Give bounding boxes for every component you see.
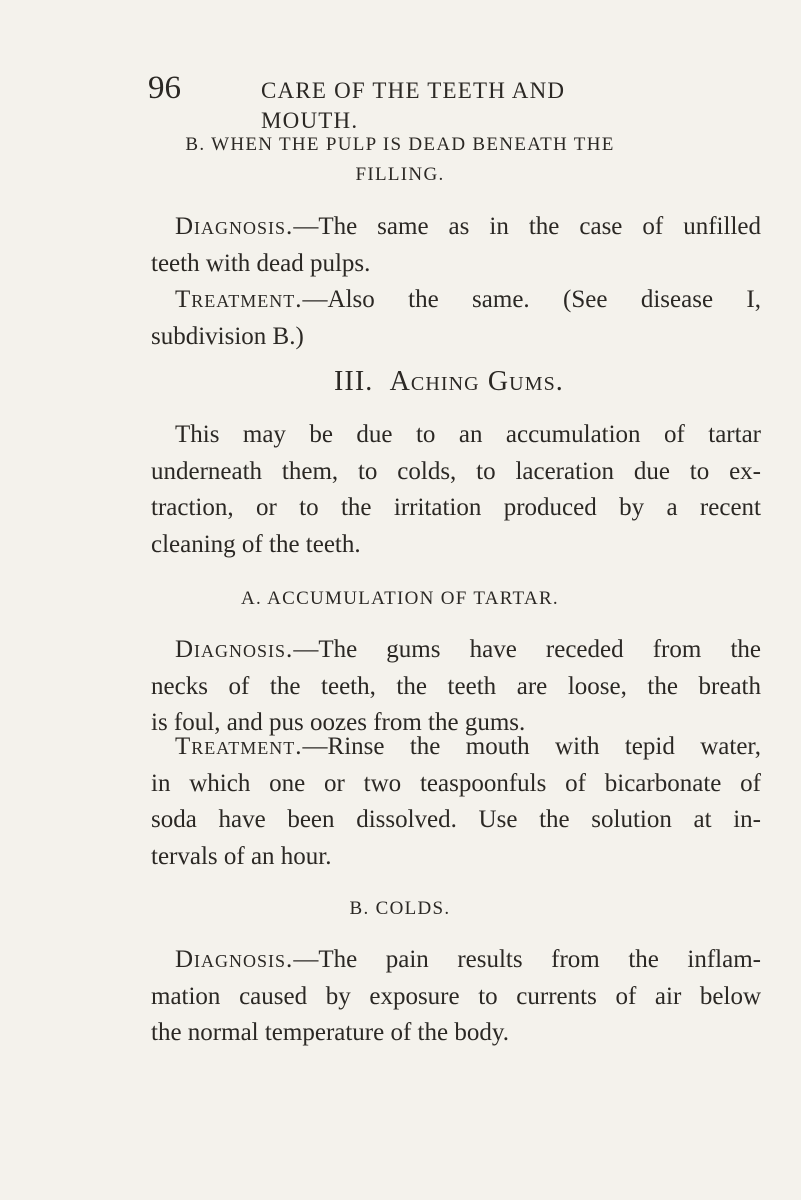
treatment-label: Treatment.: [175, 733, 303, 760]
page-number: 96: [148, 70, 181, 106]
running-head: [148, 68, 668, 133]
diagnosis-paragraph-pulp: [151, 209, 761, 282]
paragraph-text: —The pain results from the inflam-: [293, 946, 761, 973]
section-heading-line: B. COLDS.: [349, 898, 451, 919]
paragraph-line: [151, 942, 761, 979]
section-heading-pulp-dead: [150, 130, 650, 190]
paragraph-line: the normal temperature of the body.: [151, 1019, 509, 1047]
paragraph-line: underneath them, to colds, to laceration due to ex-: [151, 457, 761, 485]
paragraph-text: —The gums have receded from the: [293, 636, 761, 663]
running-title: CARE OF THE TEETH AND MOUTH.: [261, 78, 566, 133]
paragraph-text: —The same as in the case of unfilled: [293, 213, 761, 240]
paragraph-line: [151, 282, 761, 319]
intro-paragraph: [151, 417, 761, 563]
paragraph-line: is foul, and pus oozes from the gums.: [151, 709, 526, 737]
chapter-title: Aching Gums.: [389, 366, 564, 397]
diagnosis-label: Diagnosis.: [175, 213, 294, 240]
treatment-paragraph-tartar: [151, 729, 761, 875]
paragraph-line: tervals of an hour.: [151, 842, 332, 870]
section-heading-tartar: [150, 584, 650, 614]
paragraph-line: cleaning of the teeth.: [151, 530, 361, 558]
chapter-heading: [334, 364, 564, 400]
paragraph-line: mation caused by exposure to currents of air below: [151, 982, 761, 1010]
paragraph-line: [151, 632, 761, 669]
section-heading-line: A. ACCUMULATION OF TARTAR.: [241, 588, 559, 609]
diagnosis-label: Diagnosis.: [175, 636, 294, 663]
paragraph-line: [151, 729, 761, 766]
chapter-numeral: III.: [334, 366, 374, 397]
treatment-label: Treatment.: [175, 286, 303, 313]
paragraph-line: traction, or to the irritation produced by a recent: [151, 494, 761, 522]
paragraph-text: —Rinse the mouth with tepid water,: [302, 733, 761, 760]
diagnosis-label: Diagnosis.: [175, 946, 294, 973]
paragraph-line: soda have been dissolved. Use the solution at in-: [151, 806, 761, 834]
treatment-paragraph-pulp: [151, 282, 761, 355]
paragraph-line: subdivision B.): [151, 322, 304, 350]
section-heading-colds: [150, 894, 650, 924]
paragraph-line: necks of the teeth, the teeth are loose, the breath: [151, 672, 761, 700]
paragraph-line: teeth with dead pulps.: [151, 249, 371, 277]
paragraph-line: [151, 209, 761, 246]
section-heading-line: FILLING.: [355, 164, 445, 185]
diagnosis-paragraph-colds: [151, 942, 761, 1052]
section-heading-line: B. WHEN THE PULP IS DEAD BENEATH THE: [185, 134, 615, 155]
diagnosis-paragraph-tartar: [151, 632, 761, 742]
paragraph-text: —Also the same. (See disease I,: [302, 286, 761, 313]
paragraph-line: in which one or two teaspoonfuls of bicarbonate of: [151, 769, 761, 797]
paragraph-line: This may be due to an accumulation of tartar: [175, 421, 761, 448]
